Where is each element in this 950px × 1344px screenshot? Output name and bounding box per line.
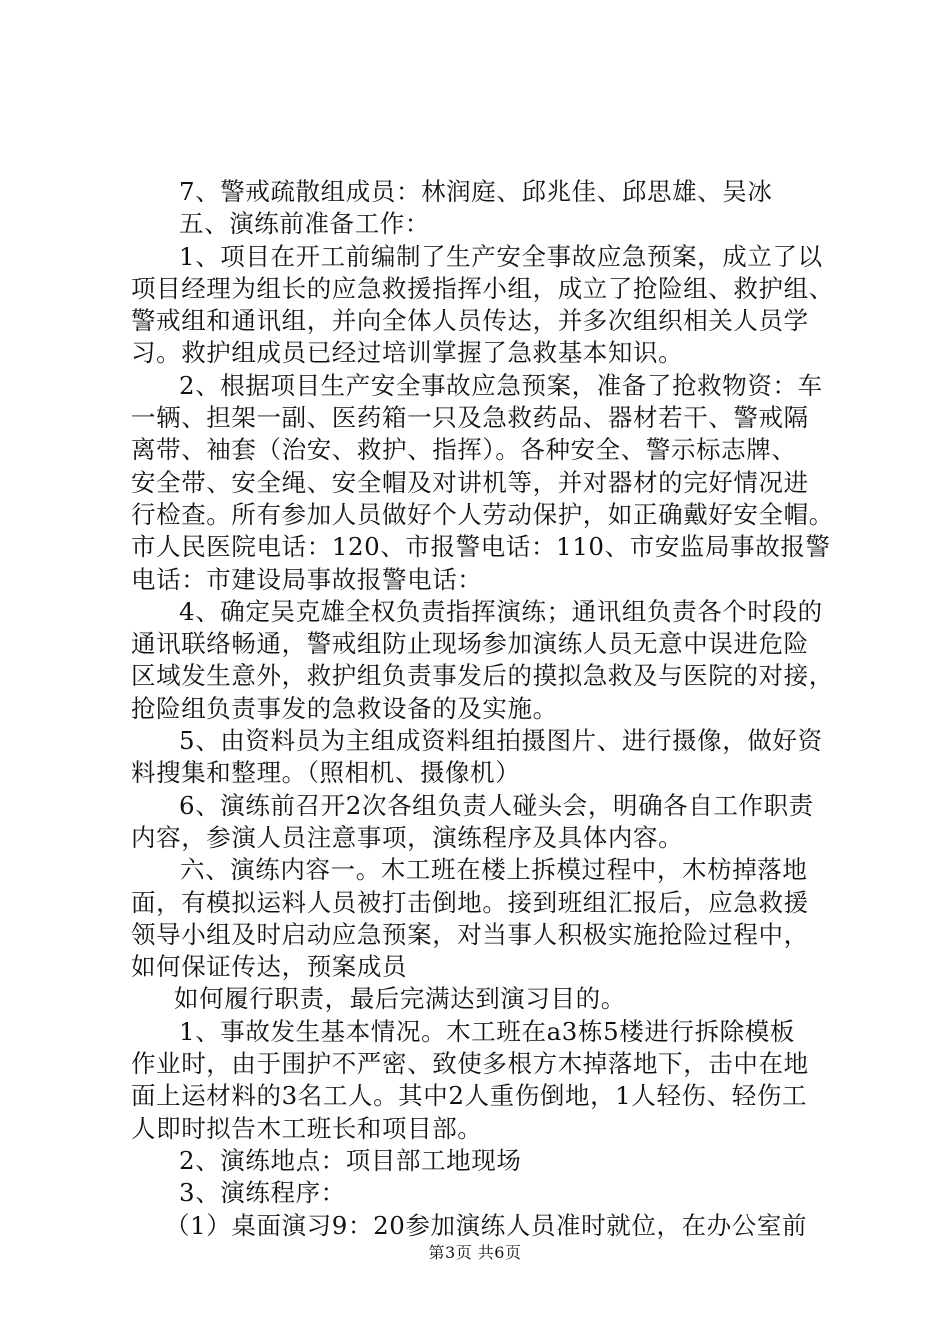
paragraph-line: 料搜集和整理。（照相机、摄像机） xyxy=(131,758,521,788)
paragraph-line: 安全带、安全绳、安全帽及对讲机等，并对器材的完好情况进 xyxy=(131,467,809,497)
paragraph-line: 2、演练地点：项目部工地现场 xyxy=(179,1145,522,1175)
paragraph-line: 习。救护组成员已经过培训掌握了急救基本知识。 xyxy=(131,338,684,368)
paragraph-line: 面上运材料的3名工人。其中2人重伤倒地，1人轻伤、轻伤工 xyxy=(131,1081,808,1111)
paragraph-line: 离带、袖套（治安、救护、指挥）。各种安全、警示标志牌、 xyxy=(131,435,797,465)
paragraph-line: 警戒组和通讯组，并向全体人员传达，并多次组织相关人员学 xyxy=(131,306,809,336)
document-body xyxy=(131,176,834,1242)
paragraph-line: 电话：市建设局事故报警电话： xyxy=(131,564,483,594)
paragraph-line: 一辆、担架一副、医药箱一只及急救药品、器材若干、警戒隔 xyxy=(131,403,809,433)
paragraph-line: 6、演练前召开2次各组负责人碰头会，明确各自工作职责 xyxy=(179,790,814,820)
paragraph-line: 市人民医院电话：120、市报警电话：110、市安监局事故报警 xyxy=(131,532,831,562)
paragraph-line: 人即时拟告木工班长和项目部。 xyxy=(131,1113,483,1143)
paragraph-line: 1、项目在开工前编制了生产安全事故应急预案，成立了以 xyxy=(179,241,823,271)
paragraph-line: 1、事故发生基本情况。木工班在a3栋5楼进行拆除模板 xyxy=(179,1016,795,1046)
paragraph-line: （1）桌面演习9：20参加演练人员准时就位，在办公室前 xyxy=(165,1210,808,1240)
paragraph-line: 作业时，由于围护不严密、致使多根方木掉落地下，击中在地 xyxy=(131,1049,809,1079)
page-footer: 第3页 共6页 xyxy=(428,1243,522,1262)
paragraph-line: 7、警戒疏散组成员：林润庭、邱兆佳、邱思雄、吴冰 xyxy=(179,177,773,206)
paragraph-line: 如何保证传达，预案成员 xyxy=(131,952,408,982)
section-heading: 五、演练前准备工作： xyxy=(179,209,430,239)
paragraph-line: 2、根据项目生产安全事故应急预案，准备了抢救物资：车 xyxy=(179,370,823,400)
paragraph-line: 区域发生意外，救护组负责事发后的摸拟急救及与医院的对接， xyxy=(131,661,834,691)
paragraph-line: 抢险组负责事发的急救设备的及实施。 xyxy=(131,693,558,723)
paragraph-line: 通讯联络畅通，警戒组防止现场参加演练人员无意中误进危险 xyxy=(131,629,809,659)
paragraph-line: 5、由资料员为主组成资料组拍摄图片、进行摄像，做好资 xyxy=(179,726,823,756)
paragraph-line: 3、演练程序： xyxy=(179,1178,346,1208)
paragraph-line: 领导小组及时启动应急预案，对当事人积极实施抢险过程中， xyxy=(131,919,809,949)
paragraph-line: 如何履行职责，最后完满达到演习目的。 xyxy=(174,984,626,1014)
paragraph-line: 面，有模拟运料人员被打击倒地。接到班组汇报后，应急救援 xyxy=(131,887,809,917)
paragraph-line: 4、确定吴克雄全权负责指挥演练；通讯组负责各个时段的 xyxy=(179,596,823,626)
paragraph-line: 行检查。所有参加人员做好个人劳动保护，如正确戴好安全帽。 xyxy=(131,499,834,529)
paragraph-line: 项目经理为组长的应急救援指挥小组，成立了抢险组、救护组、 xyxy=(131,273,834,303)
paragraph-line: 内容，参演人员注意事项，演练程序及具体内容。 xyxy=(131,822,684,852)
section-heading: 六、演练内容一。木工班在楼上拆模过程中，木枋掉落地 xyxy=(180,855,808,885)
